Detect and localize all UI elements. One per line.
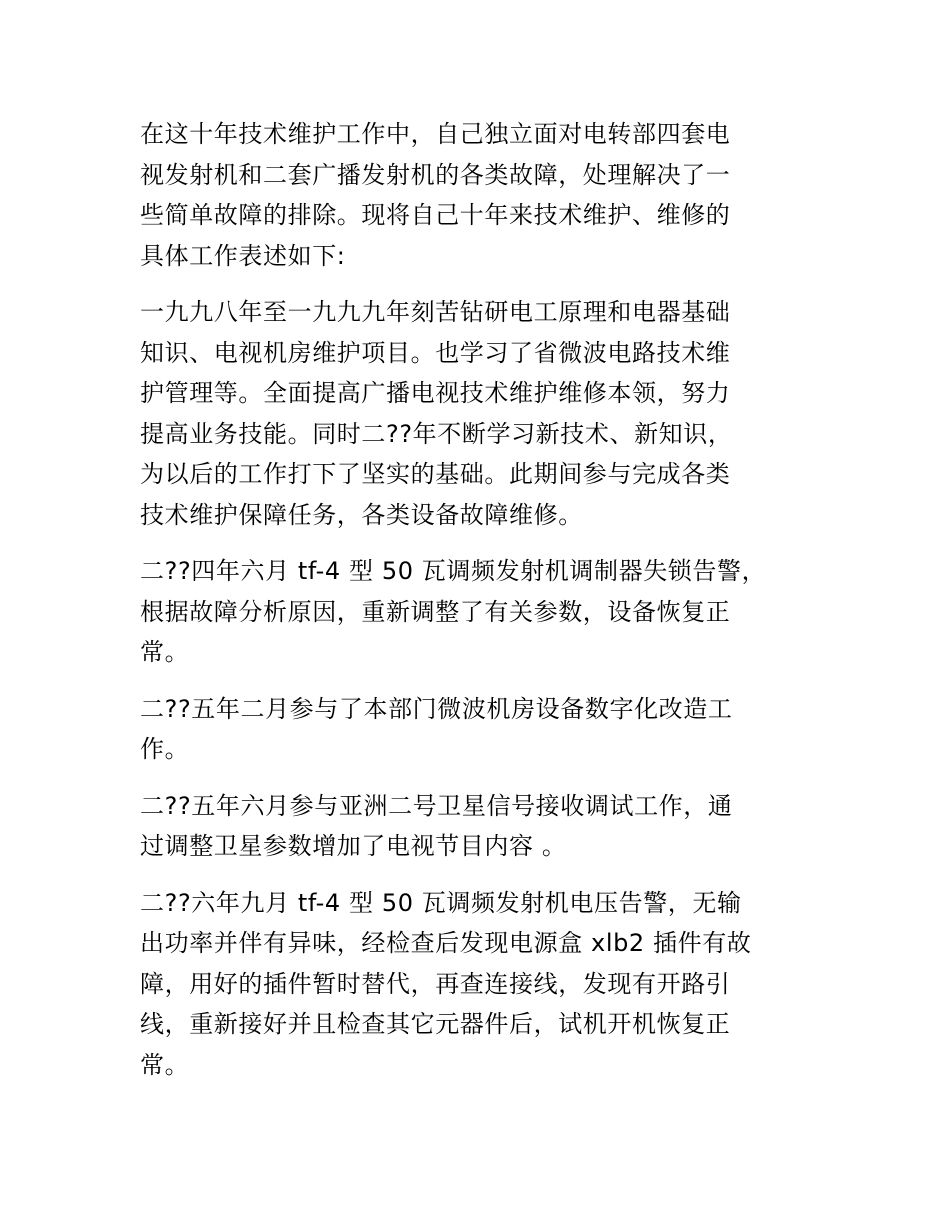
text-line: 知识、电视机房维护项目。也学习了省微波电路技术维 <box>140 338 731 367</box>
text-line: 二??五年六月参与亚洲二号卫星信号接收调试工作，通 <box>140 791 733 820</box>
text-line: 根据故障分析原因，重新调整了有关参数，设备恢复正 <box>140 597 731 626</box>
text-line: 常。 <box>140 638 190 666</box>
text-line: 技术维护保障任务，各类设备故障维修。 <box>140 500 583 529</box>
paragraph-2005-february <box>140 689 812 770</box>
paragraph-2004-june <box>140 551 812 673</box>
text-line: 过调整卫星参数增加了电视节目内容 。 <box>140 832 567 860</box>
text-line: 二??五年二月参与了本部门微波机房设备数字化改造工 <box>140 694 733 723</box>
paragraph-2005-june <box>140 786 812 867</box>
text-line: 作。 <box>140 735 190 763</box>
text-line: 二??四年六月 tf-4 型 50 瓦调频发射机调制器失锁告警， <box>140 557 767 585</box>
text-line: 出功率并伴有异味，经检查后发现电源盒 xlb2 插件有故 <box>140 929 752 957</box>
paragraph-1998-1999 <box>140 292 812 535</box>
text-line: 视发射机和二套广播发射机的各类故障，处理解决了一 <box>140 160 731 189</box>
text-line: 常。 <box>140 1050 190 1079</box>
text-line: 障，用好的插件暂时替代，再查连接线，发现有开路引 <box>140 969 731 998</box>
paragraph-intro <box>140 114 812 276</box>
text-line: 一九九八年至一九九九年刻苦钻研电工原理和电器基础 <box>140 298 731 326</box>
text-line: 护管理等。全面提高广播电视技术维护维修本领，努力 <box>140 379 731 407</box>
text-line: 为以后的工作打下了坚实的基础。此期间参与完成各类 <box>140 460 731 488</box>
text-line: 二??六年九月 tf-4 型 50 瓦调频发射机电压告警，无输 <box>140 888 742 917</box>
text-line: 提高业务技能。同时二??年不断学习新技术、新知识， <box>140 419 733 448</box>
text-line: 些简单故障的排除。现将自己十年来技术维护、维修的 <box>140 201 731 229</box>
text-line: 线，重新接好并且检查其它元器件后，试机开机恢复正 <box>140 1010 731 1038</box>
paragraph-2006-september <box>140 883 812 1086</box>
text-line: 在这十年技术维护工作中，自己独立面对电转部四套电 <box>140 120 731 148</box>
text-line: 具体工作表述如下: <box>140 241 346 270</box>
document-page <box>140 114 812 1101</box>
